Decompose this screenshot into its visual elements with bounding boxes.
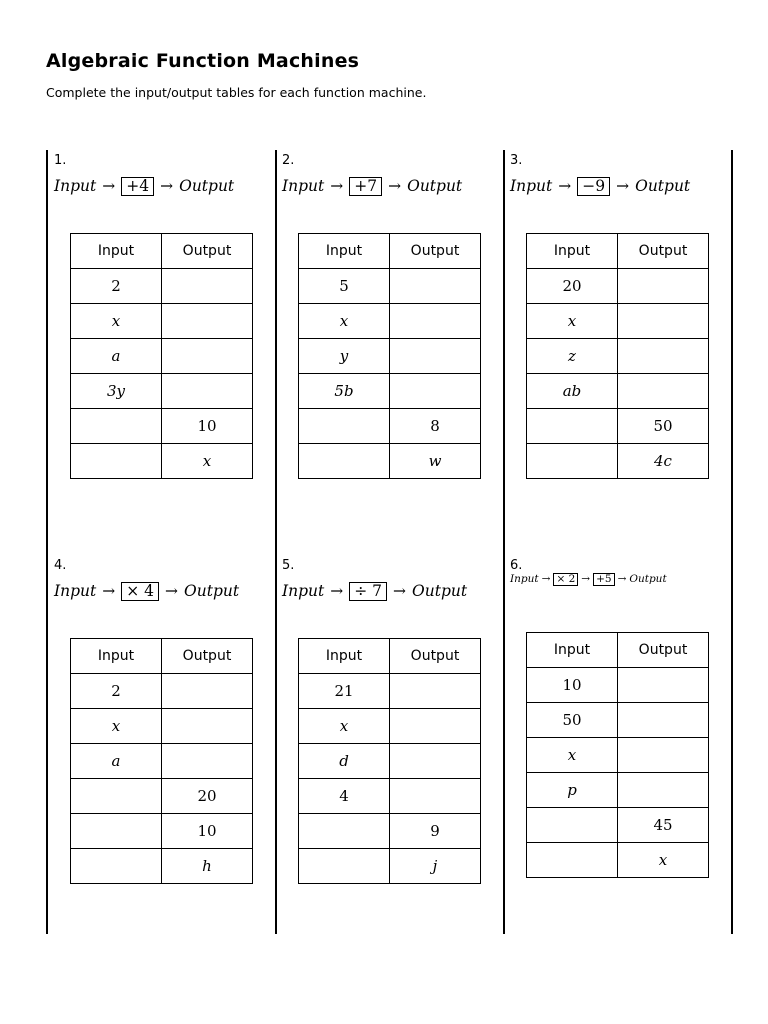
input-cell: a	[71, 744, 162, 779]
output-cell[interactable]	[618, 269, 709, 304]
page-title: Algebraic Function Machines	[46, 50, 360, 72]
input-cell: 20	[527, 269, 618, 304]
arrow-icon: →	[616, 177, 630, 195]
input-cell[interactable]	[527, 409, 618, 444]
problem-number: 2.	[282, 153, 295, 168]
output-cell[interactable]	[618, 304, 709, 339]
table-row	[71, 339, 253, 374]
io-table	[526, 632, 709, 878]
header-output: Output	[162, 234, 253, 269]
table-row	[527, 304, 709, 339]
header-input: Input	[527, 633, 618, 668]
input-cell[interactable]	[299, 849, 390, 884]
output-cell[interactable]	[390, 269, 481, 304]
header-output: Output	[618, 234, 709, 269]
table-row	[71, 444, 253, 479]
input-cell: 21	[299, 674, 390, 709]
input-cell: 4	[299, 779, 390, 814]
table-header-row	[527, 633, 709, 668]
header-input: Input	[71, 234, 162, 269]
machine-output-label: Output	[629, 573, 667, 585]
table-row	[299, 304, 481, 339]
input-cell: z	[527, 339, 618, 374]
table-row	[527, 444, 709, 479]
table-row	[71, 744, 253, 779]
operation-box: × 4	[121, 582, 159, 601]
input-cell: p	[527, 773, 618, 808]
machine-output-label: Output	[407, 177, 463, 195]
table-row	[299, 709, 481, 744]
output-cell: 9	[390, 814, 481, 849]
arrow-icon: →	[165, 582, 179, 600]
output-cell: h	[162, 849, 253, 884]
output-cell: j	[390, 849, 481, 884]
input-cell: x	[527, 304, 618, 339]
output-cell: 45	[618, 808, 709, 843]
table-row	[299, 779, 481, 814]
table-row	[71, 709, 253, 744]
table-row	[71, 269, 253, 304]
machine-input-label: Input	[510, 177, 553, 195]
table-row	[527, 269, 709, 304]
input-cell: x	[71, 709, 162, 744]
operation-box: ÷ 7	[349, 582, 387, 601]
input-cell: x	[71, 304, 162, 339]
arrow-icon: →	[102, 177, 116, 195]
output-cell: 50	[618, 409, 709, 444]
table-row	[527, 808, 709, 843]
input-cell[interactable]	[527, 843, 618, 878]
io-table	[298, 233, 481, 479]
output-cell[interactable]	[618, 703, 709, 738]
input-cell[interactable]	[299, 409, 390, 444]
table-row	[527, 738, 709, 773]
machine-output-label: Output	[412, 582, 468, 600]
arrow-icon: →	[160, 177, 174, 195]
arrow-icon: →	[541, 573, 551, 585]
output-cell[interactable]	[390, 779, 481, 814]
input-cell: 3y	[71, 374, 162, 409]
table-row	[71, 814, 253, 849]
output-cell[interactable]	[618, 668, 709, 703]
machine-input-label: Input	[282, 177, 325, 195]
input-cell[interactable]	[527, 444, 618, 479]
output-cell: x	[618, 843, 709, 878]
input-cell: 10	[527, 668, 618, 703]
output-cell[interactable]	[162, 709, 253, 744]
problem-number: 1.	[54, 153, 67, 168]
table-header-row	[299, 639, 481, 674]
problem-number: 5.	[282, 558, 295, 573]
machine-input-label: Input	[54, 582, 97, 600]
io-table	[526, 233, 709, 479]
table-row	[299, 814, 481, 849]
column-divider	[503, 150, 505, 934]
arrow-icon: →	[581, 573, 591, 585]
input-cell: y	[299, 339, 390, 374]
function-machine	[54, 582, 239, 601]
output-cell[interactable]	[618, 773, 709, 808]
output-cell[interactable]	[390, 339, 481, 374]
input-cell: 5b	[299, 374, 390, 409]
machine-output-label: Output	[184, 582, 240, 600]
input-cell[interactable]	[71, 849, 162, 884]
input-cell: x	[299, 304, 390, 339]
table-header-row	[71, 639, 253, 674]
table-row	[299, 744, 481, 779]
arrow-icon: →	[388, 177, 402, 195]
table-row	[299, 444, 481, 479]
output-cell[interactable]	[618, 738, 709, 773]
problem-number: 6.	[510, 558, 523, 573]
header-output: Output	[162, 639, 253, 674]
input-cell[interactable]	[71, 779, 162, 814]
table-header-row	[527, 234, 709, 269]
table-row	[71, 374, 253, 409]
operation-box: +7	[349, 177, 382, 196]
table-row	[299, 409, 481, 444]
output-cell[interactable]	[162, 374, 253, 409]
input-cell: x	[299, 709, 390, 744]
io-table	[70, 638, 253, 884]
input-cell: x	[527, 738, 618, 773]
table-row	[527, 843, 709, 878]
input-cell: 2	[71, 269, 162, 304]
table-header-row	[71, 234, 253, 269]
arrow-icon: →	[393, 582, 407, 600]
table-row	[299, 849, 481, 884]
input-cell[interactable]	[71, 409, 162, 444]
input-cell[interactable]	[299, 444, 390, 479]
header-input: Input	[71, 639, 162, 674]
output-cell: 4c	[618, 444, 709, 479]
header-output: Output	[618, 633, 709, 668]
machine-input-label: Input	[510, 573, 539, 585]
output-cell[interactable]	[390, 674, 481, 709]
output-cell[interactable]	[390, 744, 481, 779]
machine-input-label: Input	[282, 582, 325, 600]
input-cell: d	[299, 744, 390, 779]
function-machine	[510, 177, 690, 196]
operation-box: +4	[121, 177, 154, 196]
table-row	[71, 674, 253, 709]
table-row	[527, 409, 709, 444]
function-machine	[510, 573, 667, 586]
table-row	[71, 409, 253, 444]
output-cell[interactable]	[390, 304, 481, 339]
machine-input-label: Input	[54, 177, 97, 195]
input-cell: a	[71, 339, 162, 374]
operation-box: × 2	[553, 573, 578, 586]
arrow-icon: →	[102, 582, 116, 600]
table-row	[527, 668, 709, 703]
io-table	[298, 638, 481, 884]
header-output: Output	[390, 639, 481, 674]
table-row	[71, 849, 253, 884]
output-cell[interactable]	[618, 339, 709, 374]
table-row	[299, 374, 481, 409]
input-cell[interactable]	[71, 814, 162, 849]
function-machine	[54, 177, 234, 196]
output-cell[interactable]	[162, 304, 253, 339]
header-input: Input	[527, 234, 618, 269]
function-machine	[282, 582, 467, 601]
input-cell[interactable]	[527, 808, 618, 843]
arrow-icon: →	[617, 573, 627, 585]
machine-output-label: Output	[635, 177, 691, 195]
output-cell[interactable]	[390, 374, 481, 409]
table-row	[71, 779, 253, 814]
header-input: Input	[299, 639, 390, 674]
function-machine	[282, 177, 462, 196]
header-input: Input	[299, 234, 390, 269]
table-row	[71, 304, 253, 339]
output-cell: 10	[162, 814, 253, 849]
arrow-icon: →	[558, 177, 572, 195]
table-row	[527, 703, 709, 738]
input-cell[interactable]	[299, 814, 390, 849]
problem-number: 4.	[54, 558, 67, 573]
operation-box: −9	[577, 177, 610, 196]
output-cell: 8	[390, 409, 481, 444]
table-row	[527, 339, 709, 374]
output-cell[interactable]	[162, 339, 253, 374]
input-cell: 5	[299, 269, 390, 304]
input-cell: ab	[527, 374, 618, 409]
arrow-icon: →	[330, 177, 344, 195]
operation-box: +5	[593, 573, 614, 586]
page-instructions: Complete the input/output tables for each function machine.	[46, 85, 427, 100]
arrow-icon: →	[330, 582, 344, 600]
input-cell: 50	[527, 703, 618, 738]
output-cell: x	[162, 444, 253, 479]
column-divider	[46, 150, 48, 934]
output-cell: 10	[162, 409, 253, 444]
header-output: Output	[390, 234, 481, 269]
output-cell[interactable]	[162, 744, 253, 779]
output-cell[interactable]	[162, 674, 253, 709]
output-cell[interactable]	[390, 709, 481, 744]
table-row	[527, 773, 709, 808]
io-table	[70, 233, 253, 479]
table-header-row	[299, 234, 481, 269]
table-row	[527, 374, 709, 409]
problem-number: 3.	[510, 153, 523, 168]
table-row	[299, 674, 481, 709]
column-divider	[731, 150, 733, 934]
machine-output-label: Output	[179, 177, 235, 195]
table-row	[299, 269, 481, 304]
output-cell[interactable]	[618, 374, 709, 409]
output-cell: 20	[162, 779, 253, 814]
output-cell: w	[390, 444, 481, 479]
table-row	[299, 339, 481, 374]
input-cell: 2	[71, 674, 162, 709]
output-cell[interactable]	[162, 269, 253, 304]
column-divider	[275, 150, 277, 934]
input-cell[interactable]	[71, 444, 162, 479]
